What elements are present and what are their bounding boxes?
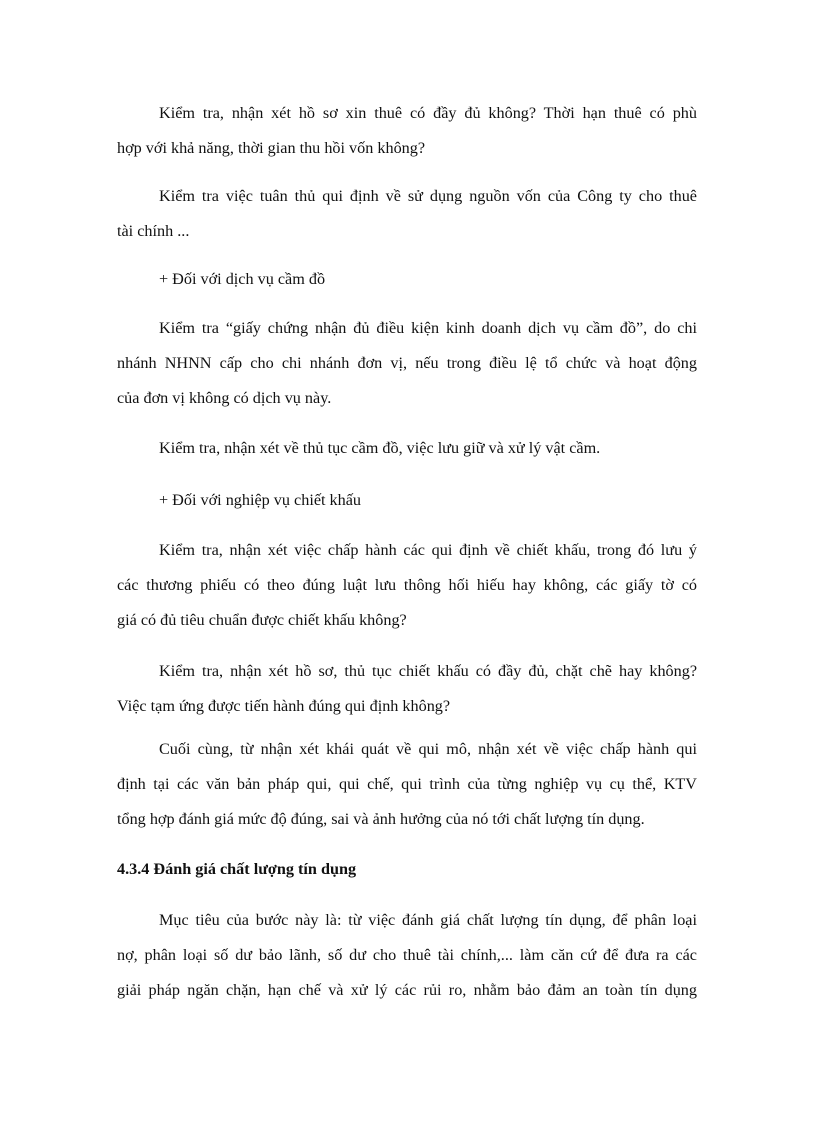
text-line: các thương phiếu có theo đúng luật lưu thông hối hiếu hay không, các giấy tờ có bbox=[117, 576, 697, 594]
text-line: giá có đủ tiêu chuẩn được chiết khấu không? bbox=[117, 611, 407, 629]
text-line: Kiểm tra, nhận xét hồ sơ, thủ tục chiết khấu có đầy đủ, chặt chẽ hay không? bbox=[159, 662, 697, 680]
paragraph-pawn-certificate bbox=[117, 311, 697, 416]
subheading-pawn-service bbox=[117, 262, 697, 297]
text-line: tổng hợp đánh giá mức độ đúng, sai và ảnh hưởng của nó tới chất lượng tín dụng. bbox=[117, 810, 645, 828]
subheading-discount-service bbox=[117, 483, 697, 518]
text-line: nhánh NHNN cấp cho chi nhánh đơn vị, nếu trong điều lệ tổ chức và hoạt động bbox=[117, 354, 697, 372]
text-line: hợp với khả năng, thời gian thu hồi vốn không? bbox=[117, 139, 426, 157]
paragraph-discount-regulations bbox=[117, 533, 697, 638]
text-line: Kiểm tra, nhận xét về thủ tục cầm đồ, việc lưu giữ và xử lý vật cầm. bbox=[159, 439, 601, 457]
paragraph-conclusion bbox=[117, 732, 697, 837]
text-line: Kiểm tra việc tuân thủ qui định về sử dụng nguồn vốn của Công ty cho thuê bbox=[159, 187, 697, 205]
paragraph-lease-documents bbox=[117, 96, 697, 166]
text-line: Việc tạm ứng được tiến hành đúng qui định không? bbox=[117, 697, 451, 715]
text-line: nợ, phân loại số dư bảo lãnh, số dư cho thuê tài chính,... làm căn cứ để đưa ra các bbox=[117, 946, 697, 964]
text-line: Mục tiêu của bước này là: từ việc đánh giá chất lượng tín dụng, để phân loại bbox=[159, 911, 697, 929]
paragraph-discount-documents bbox=[117, 654, 697, 724]
paragraph-credit-quality-objective bbox=[117, 903, 697, 1008]
text-line: + Đối với nghiệp vụ chiết khấu bbox=[159, 491, 362, 509]
text-line: + Đối với dịch vụ cầm đồ bbox=[159, 270, 326, 288]
text-line: tài chính ... bbox=[117, 222, 190, 240]
text-line: Cuối cùng, từ nhận xét khái quát về qui mô, nhận xét về việc chấp hành qui bbox=[159, 740, 697, 758]
section-heading-block bbox=[117, 852, 697, 887]
text-line: Kiểm tra, nhận xét việc chấp hành các qui định về chiết khấu, trong đó lưu ý bbox=[159, 541, 697, 559]
section-heading: 4.3.4 Đánh giá chất lượng tín dụng bbox=[117, 860, 357, 878]
paragraph-capital-usage bbox=[117, 179, 697, 249]
text-line: Kiểm tra, nhận xét hồ sơ xin thuê có đầy đủ không? Thời hạn thuê có phù bbox=[159, 104, 697, 122]
text-line: Kiểm tra “giấy chứng nhận đủ điều kiện kinh doanh dịch vụ cầm đồ”, do chi bbox=[159, 319, 697, 337]
text-line: của đơn vị không có dịch vụ này. bbox=[117, 389, 332, 407]
paragraph-pawn-procedure bbox=[117, 431, 697, 466]
text-line: định tại các văn bản pháp qui, qui chế, qui trình của từng nghiệp vụ cụ thể, KTV bbox=[117, 775, 697, 793]
text-line: giải pháp ngăn chặn, hạn chế và xử lý các rủi ro, nhằm bảo đảm an toàn tín dụng bbox=[117, 981, 697, 999]
